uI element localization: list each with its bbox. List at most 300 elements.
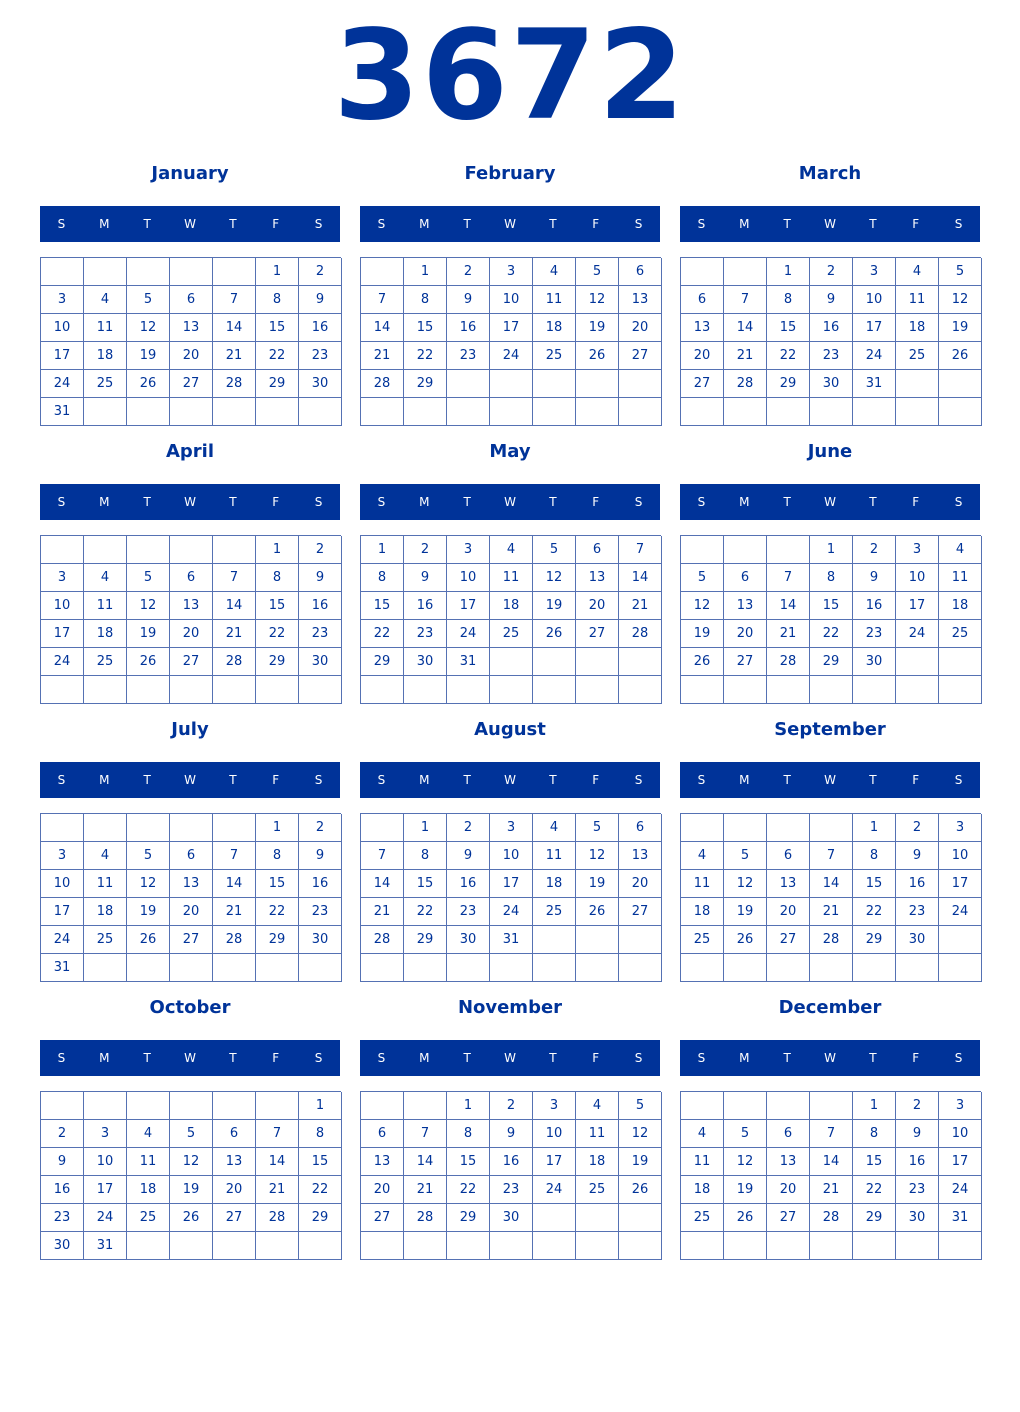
day-cell: 26 [127, 370, 170, 398]
weekday-label: F [272, 773, 280, 787]
day-cell: 8 [767, 286, 810, 314]
day-cell: 27 [213, 1204, 256, 1232]
day-cell: 28 [213, 370, 256, 398]
weekday-label: T [549, 495, 557, 509]
day-cell: 19 [724, 1176, 767, 1204]
day-cell: 17 [490, 314, 533, 342]
day-cell [170, 398, 213, 426]
day-cell: 11 [84, 314, 127, 342]
day-cell: 4 [84, 564, 127, 592]
day-cell: 9 [447, 286, 490, 314]
weekday-label: T [549, 773, 557, 787]
day-cell [127, 1232, 170, 1260]
weekday-label: W [184, 217, 196, 231]
weekday-label: F [592, 1051, 600, 1065]
day-cell: 20 [767, 1176, 810, 1204]
day-cell [447, 370, 490, 398]
day-cell: 24 [490, 342, 533, 370]
day-cell: 27 [767, 926, 810, 954]
day-cell [619, 926, 662, 954]
weekday-label: F [272, 217, 280, 231]
day-cell: 10 [490, 842, 533, 870]
day-cell: 16 [853, 592, 896, 620]
day-cell: 17 [939, 870, 982, 898]
day-cell: 25 [533, 898, 576, 926]
day-cell: 3 [84, 1120, 127, 1148]
day-cell: 15 [767, 314, 810, 342]
weekday-header [40, 762, 340, 798]
day-cell [213, 536, 256, 564]
day-cell: 30 [853, 648, 896, 676]
weekday-label: T [463, 773, 471, 787]
day-cell: 5 [724, 842, 767, 870]
day-cell [939, 648, 982, 676]
day-cell: 21 [724, 342, 767, 370]
day-cell: 20 [619, 314, 662, 342]
weekday-label: M [419, 773, 430, 787]
day-cell: 12 [127, 870, 170, 898]
weekday-label: S [314, 773, 323, 787]
day-cell: 7 [361, 286, 404, 314]
day-cell: 17 [447, 592, 490, 620]
day-cell [404, 954, 447, 982]
day-cell [41, 536, 84, 564]
day-cell [681, 676, 724, 704]
day-cell: 20 [170, 620, 213, 648]
day-cell: 16 [299, 314, 342, 342]
day-cell: 16 [299, 592, 342, 620]
day-cell: 18 [681, 1176, 724, 1204]
weekday-label: S [697, 217, 706, 231]
weekday-label: M [739, 1051, 750, 1065]
day-cell: 31 [41, 398, 84, 426]
day-cell: 2 [810, 258, 853, 286]
day-cell: 8 [447, 1120, 490, 1148]
day-cell: 12 [533, 564, 576, 592]
day-cell: 20 [213, 1176, 256, 1204]
day-cell [681, 1232, 724, 1260]
day-cell [533, 1204, 576, 1232]
day-cell: 18 [533, 314, 576, 342]
day-cell: 20 [767, 898, 810, 926]
day-cell: 28 [810, 926, 853, 954]
day-cell: 26 [170, 1204, 213, 1232]
month-name: March [798, 163, 862, 184]
day-cell: 13 [724, 592, 767, 620]
day-cell: 14 [361, 870, 404, 898]
weekday-label: T [869, 217, 877, 231]
day-cell: 25 [896, 342, 939, 370]
day-cell: 3 [41, 564, 84, 592]
day-cell: 4 [939, 536, 982, 564]
weekday-label: F [912, 217, 920, 231]
day-cell: 8 [404, 286, 447, 314]
day-cell: 27 [619, 898, 662, 926]
day-cell: 23 [299, 898, 342, 926]
weekday-label: M [739, 495, 750, 509]
day-cell: 24 [896, 620, 939, 648]
day-cell: 16 [896, 870, 939, 898]
day-cell: 10 [41, 592, 84, 620]
day-cell [41, 814, 84, 842]
day-cell [681, 258, 724, 286]
day-cell [404, 676, 447, 704]
day-grid [680, 535, 981, 704]
day-cell: 27 [170, 370, 213, 398]
day-cell: 28 [361, 370, 404, 398]
day-cell [127, 1092, 170, 1120]
day-cell: 17 [853, 314, 896, 342]
day-cell: 27 [767, 1204, 810, 1232]
day-cell: 23 [447, 898, 490, 926]
day-cell: 3 [490, 258, 533, 286]
day-cell: 18 [896, 314, 939, 342]
day-cell [853, 676, 896, 704]
day-cell: 8 [299, 1120, 342, 1148]
day-cell [256, 398, 299, 426]
day-cell: 6 [576, 536, 619, 564]
day-cell [939, 954, 982, 982]
weekday-label: M [419, 495, 430, 509]
day-cell [490, 398, 533, 426]
day-cell: 25 [576, 1176, 619, 1204]
day-cell [490, 1232, 533, 1260]
day-cell: 3 [533, 1092, 576, 1120]
weekday-label: T [229, 773, 237, 787]
day-cell: 10 [939, 842, 982, 870]
weekday-label: W [184, 773, 196, 787]
day-cell: 25 [84, 926, 127, 954]
weekday-label: W [504, 495, 516, 509]
day-cell: 21 [810, 898, 853, 926]
day-cell: 27 [619, 342, 662, 370]
day-cell [84, 1092, 127, 1120]
day-cell: 27 [170, 926, 213, 954]
day-cell: 7 [810, 842, 853, 870]
day-cell: 26 [681, 648, 724, 676]
weekday-label: F [912, 773, 920, 787]
day-cell: 30 [41, 1232, 84, 1260]
day-cell: 30 [490, 1204, 533, 1232]
day-cell [576, 926, 619, 954]
weekday-label: M [419, 1051, 430, 1065]
day-cell: 13 [576, 564, 619, 592]
day-cell: 20 [724, 620, 767, 648]
day-cell [939, 370, 982, 398]
day-cell: 24 [490, 898, 533, 926]
day-cell: 21 [404, 1176, 447, 1204]
day-cell: 3 [896, 536, 939, 564]
day-cell: 2 [447, 814, 490, 842]
weekday-label: T [869, 773, 877, 787]
day-cell: 23 [447, 342, 490, 370]
weekday-label: M [739, 773, 750, 787]
day-cell: 1 [256, 536, 299, 564]
day-cell: 29 [256, 370, 299, 398]
day-cell [213, 676, 256, 704]
weekday-header [40, 206, 340, 242]
day-cell [213, 1092, 256, 1120]
day-cell: 10 [84, 1148, 127, 1176]
weekday-label: F [912, 1051, 920, 1065]
day-cell: 17 [490, 870, 533, 898]
day-cell: 22 [361, 620, 404, 648]
day-cell: 17 [939, 1148, 982, 1176]
weekday-label: T [143, 217, 151, 231]
day-cell: 15 [853, 1148, 896, 1176]
day-cell: 12 [681, 592, 724, 620]
day-cell: 1 [447, 1092, 490, 1120]
day-cell: 7 [213, 286, 256, 314]
weekday-label: T [783, 495, 791, 509]
day-cell: 13 [619, 842, 662, 870]
day-cell [576, 370, 619, 398]
weekday-label: M [739, 217, 750, 231]
weekday-label: T [143, 1051, 151, 1065]
day-cell: 3 [41, 842, 84, 870]
day-cell: 25 [681, 1204, 724, 1232]
weekday-label: S [57, 773, 66, 787]
day-cell: 21 [810, 1176, 853, 1204]
day-cell: 9 [447, 842, 490, 870]
day-cell: 4 [681, 1120, 724, 1148]
day-cell: 4 [533, 814, 576, 842]
day-cell: 29 [767, 370, 810, 398]
day-cell: 22 [256, 898, 299, 926]
weekday-label: W [824, 217, 836, 231]
day-cell: 31 [853, 370, 896, 398]
day-cell: 9 [896, 842, 939, 870]
day-cell: 14 [213, 314, 256, 342]
day-cell: 5 [576, 814, 619, 842]
day-cell [256, 1092, 299, 1120]
day-grid [40, 257, 341, 426]
day-cell [404, 1232, 447, 1260]
weekday-label: M [99, 217, 110, 231]
day-cell [767, 954, 810, 982]
day-cell: 3 [853, 258, 896, 286]
day-cell [724, 954, 767, 982]
day-grid [40, 1091, 341, 1260]
day-cell: 3 [41, 286, 84, 314]
day-cell: 30 [299, 370, 342, 398]
day-cell [170, 676, 213, 704]
weekday-label: S [954, 495, 963, 509]
day-cell: 17 [41, 342, 84, 370]
day-cell: 11 [533, 286, 576, 314]
day-cell: 9 [490, 1120, 533, 1148]
day-cell: 15 [447, 1148, 490, 1176]
day-cell [299, 398, 342, 426]
day-cell [361, 814, 404, 842]
day-cell: 13 [681, 314, 724, 342]
day-cell: 7 [810, 1120, 853, 1148]
day-cell: 2 [490, 1092, 533, 1120]
day-cell [810, 398, 853, 426]
day-cell: 18 [490, 592, 533, 620]
day-cell: 17 [84, 1176, 127, 1204]
day-cell: 10 [533, 1120, 576, 1148]
day-cell: 6 [170, 564, 213, 592]
day-cell: 2 [299, 814, 342, 842]
day-cell [724, 814, 767, 842]
day-cell: 20 [576, 592, 619, 620]
day-cell: 2 [404, 536, 447, 564]
day-cell: 30 [896, 1204, 939, 1232]
weekday-label: W [824, 1051, 836, 1065]
day-cell: 20 [681, 342, 724, 370]
weekday-label: S [634, 495, 643, 509]
day-cell: 21 [213, 898, 256, 926]
day-cell: 2 [896, 814, 939, 842]
day-cell: 15 [361, 592, 404, 620]
day-cell: 8 [256, 842, 299, 870]
day-cell: 10 [41, 870, 84, 898]
day-cell [576, 1232, 619, 1260]
month-name: November [457, 997, 563, 1018]
day-cell: 6 [767, 1120, 810, 1148]
day-cell: 5 [619, 1092, 662, 1120]
day-cell: 22 [447, 1176, 490, 1204]
day-cell [447, 398, 490, 426]
day-cell: 9 [299, 286, 342, 314]
weekday-header [680, 484, 980, 520]
day-cell: 16 [810, 314, 853, 342]
day-cell: 20 [361, 1176, 404, 1204]
day-cell [896, 398, 939, 426]
day-cell: 31 [490, 926, 533, 954]
day-cell [767, 536, 810, 564]
day-cell [810, 1092, 853, 1120]
day-cell: 14 [361, 314, 404, 342]
day-cell [361, 1092, 404, 1120]
day-cell: 28 [619, 620, 662, 648]
day-cell: 29 [299, 1204, 342, 1232]
day-cell: 9 [299, 564, 342, 592]
weekday-label: T [549, 1051, 557, 1065]
day-cell: 2 [853, 536, 896, 564]
weekday-label: T [229, 1051, 237, 1065]
day-cell: 20 [170, 898, 213, 926]
day-cell: 20 [619, 870, 662, 898]
day-cell: 18 [533, 870, 576, 898]
day-cell [810, 814, 853, 842]
day-cell [256, 954, 299, 982]
day-cell: 8 [404, 842, 447, 870]
weekday-label: T [549, 217, 557, 231]
month-name: July [171, 719, 209, 740]
day-cell: 11 [127, 1148, 170, 1176]
day-cell: 30 [404, 648, 447, 676]
day-cell: 21 [361, 342, 404, 370]
day-cell [767, 398, 810, 426]
month-name: June [807, 441, 853, 462]
weekday-label: S [634, 1051, 643, 1065]
day-cell: 22 [853, 1176, 896, 1204]
day-cell [619, 398, 662, 426]
day-cell: 1 [853, 1092, 896, 1120]
day-cell: 2 [447, 258, 490, 286]
weekday-label: F [272, 1051, 280, 1065]
weekday-header [40, 1040, 340, 1076]
day-cell [533, 370, 576, 398]
weekday-label: W [504, 773, 516, 787]
day-cell: 8 [361, 564, 404, 592]
day-cell [619, 1232, 662, 1260]
day-cell: 9 [853, 564, 896, 592]
day-cell: 10 [853, 286, 896, 314]
day-cell: 1 [299, 1092, 342, 1120]
day-cell: 4 [576, 1092, 619, 1120]
day-cell: 13 [361, 1148, 404, 1176]
day-cell: 24 [41, 926, 84, 954]
month-name: December [778, 997, 882, 1018]
day-cell: 4 [896, 258, 939, 286]
month-name: September [774, 719, 886, 740]
day-cell: 15 [810, 592, 853, 620]
day-cell: 19 [619, 1148, 662, 1176]
weekday-label: S [634, 217, 643, 231]
day-cell [170, 258, 213, 286]
day-cell: 29 [404, 370, 447, 398]
day-cell: 6 [170, 286, 213, 314]
weekday-label: S [314, 1051, 323, 1065]
day-cell: 7 [256, 1120, 299, 1148]
weekday-label: S [954, 1051, 963, 1065]
day-cell: 3 [939, 814, 982, 842]
day-cell [84, 814, 127, 842]
day-cell: 7 [213, 564, 256, 592]
day-cell: 10 [896, 564, 939, 592]
day-cell [490, 370, 533, 398]
day-cell: 9 [299, 842, 342, 870]
day-cell: 19 [127, 898, 170, 926]
month-name: May [489, 441, 531, 462]
day-cell [170, 954, 213, 982]
day-cell: 9 [404, 564, 447, 592]
day-cell: 17 [41, 620, 84, 648]
day-cell: 19 [170, 1176, 213, 1204]
day-cell: 3 [490, 814, 533, 842]
day-cell: 8 [810, 564, 853, 592]
day-cell [853, 1232, 896, 1260]
weekday-header [360, 1040, 660, 1076]
day-cell: 19 [127, 620, 170, 648]
day-cell [724, 1092, 767, 1120]
weekday-label: S [314, 495, 323, 509]
day-cell: 13 [170, 314, 213, 342]
day-cell: 15 [853, 870, 896, 898]
day-cell: 16 [41, 1176, 84, 1204]
day-cell: 26 [576, 342, 619, 370]
day-cell [896, 954, 939, 982]
day-grid [360, 535, 661, 704]
day-cell: 12 [127, 592, 170, 620]
day-cell [84, 258, 127, 286]
day-cell [619, 954, 662, 982]
day-cell: 30 [896, 926, 939, 954]
day-cell: 11 [576, 1120, 619, 1148]
day-cell [576, 676, 619, 704]
day-cell: 26 [939, 342, 982, 370]
day-cell [533, 926, 576, 954]
day-cell: 21 [619, 592, 662, 620]
day-cell [767, 676, 810, 704]
day-grid [40, 535, 341, 704]
day-cell: 22 [299, 1176, 342, 1204]
day-cell: 18 [127, 1176, 170, 1204]
day-cell [213, 1232, 256, 1260]
